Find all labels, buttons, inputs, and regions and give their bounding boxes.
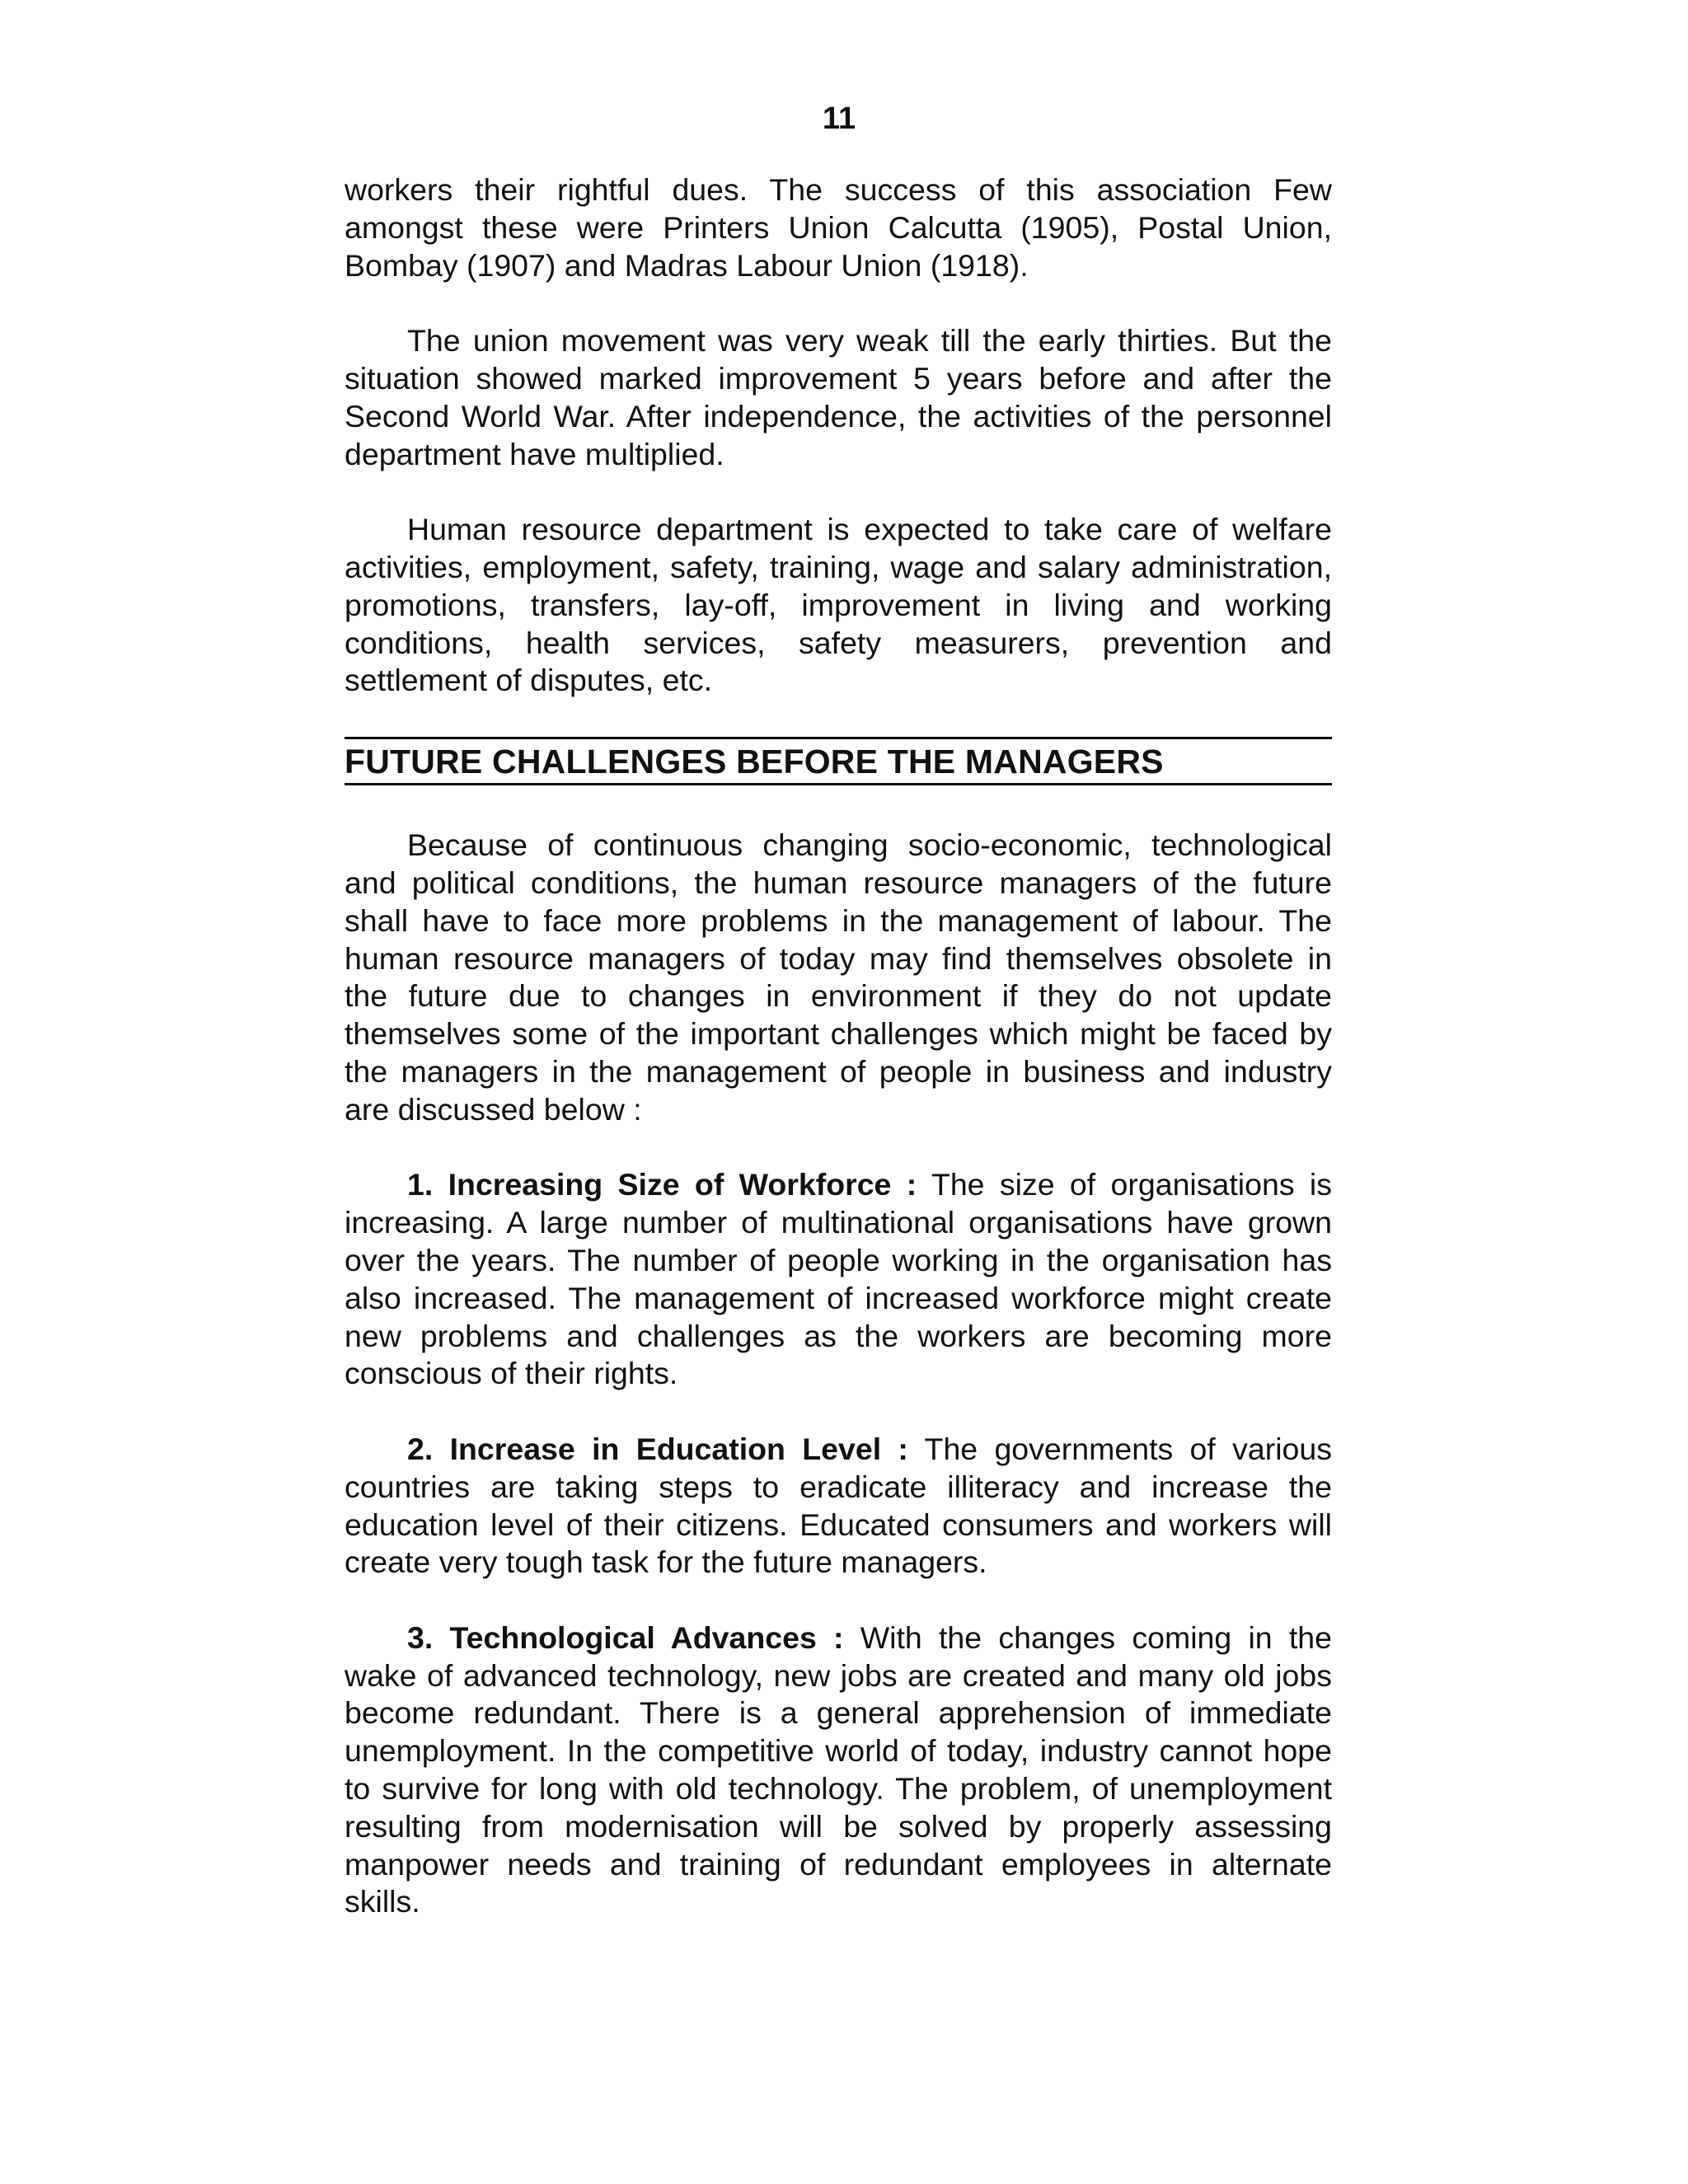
- section-intro-paragraph: Because of continuous changing socio-economic, technological and political conditions, the human resource managers of the future shall have to face more problems in the management of labour. The human resource managers of today may find themselves obsolete in the future due to changes in environment if they do not update themselves some of the important challenges which might be faced by the managers in the management of people in business and industry are discussed below :: [345, 827, 1332, 1127]
- challenge-item-title: 3. Technological Advances :: [407, 1619, 844, 1655]
- paragraph-continued: workers their rightful dues. The success of this association Few amongst these were Printers Union Calcutta (1905), Postal Union, Bombay (1907) and Madras Labour Union (1918).: [345, 172, 1332, 283]
- page-body: [345, 171, 1332, 1921]
- challenge-item-text: The governments of various countries are taking steps to eradicate illiteracy and increase the education level of their citizens. Educated consumers and workers will create very tough task for the future managers.: [345, 1431, 1332, 1580]
- challenge-item-text: The size of organisations is increasing. A large number of multinational organisations have grown over the years. The number of people working in the organisation has also increased. The management of increased workforce might create new problems and challenges as the workers are becoming more conscious of their rights.: [345, 1167, 1332, 1391]
- challenge-item-title: 2. Increase in Education Level :: [407, 1431, 908, 1466]
- challenge-item-title: 1. Increasing Size of Workforce :: [407, 1167, 917, 1202]
- challenge-item-text: With the changes coming in the wake of advanced technology, new jobs are created and many old jobs become redundant. There is a general apprehension of immediate unemployment. In the competitive world of today, industry cannot hope to survive for long with old technology. The problem, of unemployment resulting from modernisation will be solved by properly assessing manpower needs and training of redundant employees in alternate skills.: [345, 1619, 1332, 1919]
- paragraph-hr-department: Human resource department is expected to take care of welfare activities, employment, safety, training, wage and salary administration, promotions, transfers, lay-off, improvement in living and working conditions, health services, safety measurers, prevention and settlement of disputes, etc.: [345, 512, 1332, 698]
- challenge-item: [345, 1166, 1332, 1393]
- paragraph-union-movement: The union movement was very weak till the early thirties. But the situation showed marked improvement 5 years before and after the Second World War. After independence, the activities of the personnel department have multiplied.: [345, 323, 1332, 471]
- challenge-item: [345, 1619, 1332, 1921]
- section-heading: FUTURE CHALLENGES BEFORE THE MANAGERS: [345, 743, 1164, 781]
- section-heading-block: [345, 737, 1332, 785]
- page-number: 11: [822, 101, 856, 136]
- challenge-item: [345, 1431, 1332, 1582]
